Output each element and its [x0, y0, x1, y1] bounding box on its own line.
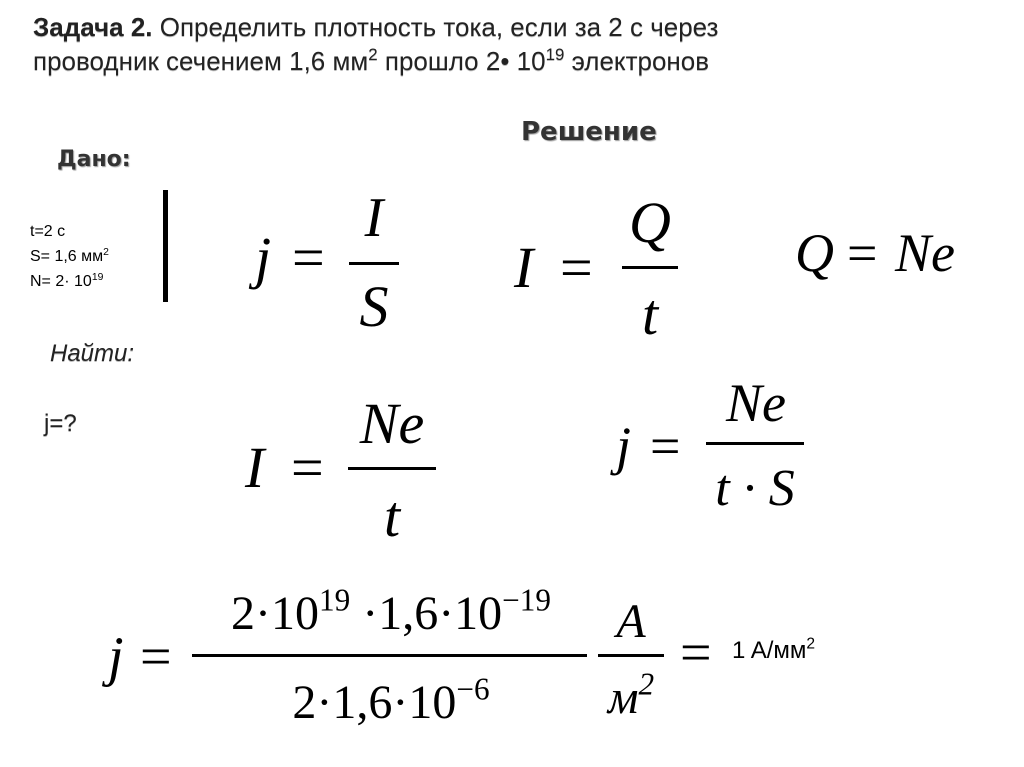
f6-result-text: 1 A/мм [732, 637, 807, 664]
task-line-1 [33, 10, 718, 44]
f6-num-a-exp: 19 [319, 582, 351, 618]
task-line2-text: проводник сечением 1,6 мм [33, 46, 369, 76]
f6-den-a: 2·1,6·10 [292, 676, 457, 729]
f6-num-b-exp: −19 [502, 582, 551, 618]
f4-lhs: I [245, 435, 265, 500]
f6-denominator [196, 671, 586, 729]
f6-equals: = [140, 626, 172, 688]
task-label: Задача 2. [33, 12, 153, 42]
task-line2-exp: 19 [545, 44, 565, 64]
f4-equals: = [291, 435, 324, 500]
f2-numerator: Q [629, 190, 671, 255]
f3-equals: = [847, 223, 878, 283]
given-block [30, 219, 109, 294]
f6-result-sup: 2 [806, 635, 816, 653]
solution-heading: Решение [521, 117, 657, 147]
given-count-text: N= 2· 10 [30, 273, 92, 290]
f2-equals: = [560, 235, 593, 300]
f6-unit-den-text: м [607, 671, 639, 724]
f6-fraction-bar [192, 654, 587, 657]
f5-equals: = [650, 416, 681, 476]
f5-fraction-bar [706, 442, 804, 445]
given-count-sup: 19 [91, 271, 104, 283]
f6-unit-denominator [596, 666, 666, 724]
f5-denominator: t · S [715, 460, 795, 517]
f5-numerator: Ne [726, 373, 786, 433]
f2-denominator: t [641, 282, 659, 347]
given-area [30, 244, 109, 269]
f2-fraction-bar [622, 266, 678, 269]
unknown-quantity: j=? [44, 410, 77, 437]
f4-numerator: Ne [359, 391, 425, 456]
f1-lhs: j [255, 225, 272, 290]
f6-result [732, 637, 815, 665]
given-area-sup: 2 [103, 246, 109, 258]
given-divider [163, 190, 168, 302]
task-line2-end: электронов [564, 46, 710, 76]
f3-rhs: Ne [895, 223, 955, 283]
f6-den-a-exp: −6 [456, 671, 490, 707]
f4-denominator: t [383, 484, 401, 549]
task-line2-mid: прошло 2• 10 [377, 46, 546, 76]
f6-lhs: j [108, 626, 124, 688]
find-heading: Найти: [50, 340, 135, 367]
f6-unit-fraction-bar [598, 654, 664, 657]
f2-lhs: I [514, 235, 534, 300]
f5-lhs: j [616, 416, 632, 476]
f6-result-equals: = [680, 622, 712, 684]
f1-denominator: S [359, 274, 389, 339]
f6-numerator [196, 582, 586, 640]
given-time: t=2 с [30, 223, 66, 240]
f1-equals: = [292, 225, 325, 290]
given-heading: Дано: [57, 147, 131, 172]
f6-unit-den-exp: 2 [638, 666, 655, 702]
f6-num-b: ·1,6·10 [350, 587, 503, 640]
f4-fraction-bar [348, 467, 436, 470]
f1-fraction-bar [349, 262, 399, 265]
task-statement [33, 10, 718, 78]
f3-lhs: Q [795, 223, 834, 283]
given-count [30, 269, 109, 294]
task-line1-text: Определить плотность тока, если за 2 с через [152, 12, 719, 42]
f6-unit-numerator: A [616, 595, 646, 648]
task-line-2 [33, 44, 718, 78]
given-area-text: S= 1,6 мм [30, 248, 104, 265]
f1-numerator: I [364, 187, 384, 249]
task-line2-sup: 2 [368, 44, 378, 64]
f6-num-a: 2·10 [231, 587, 320, 640]
